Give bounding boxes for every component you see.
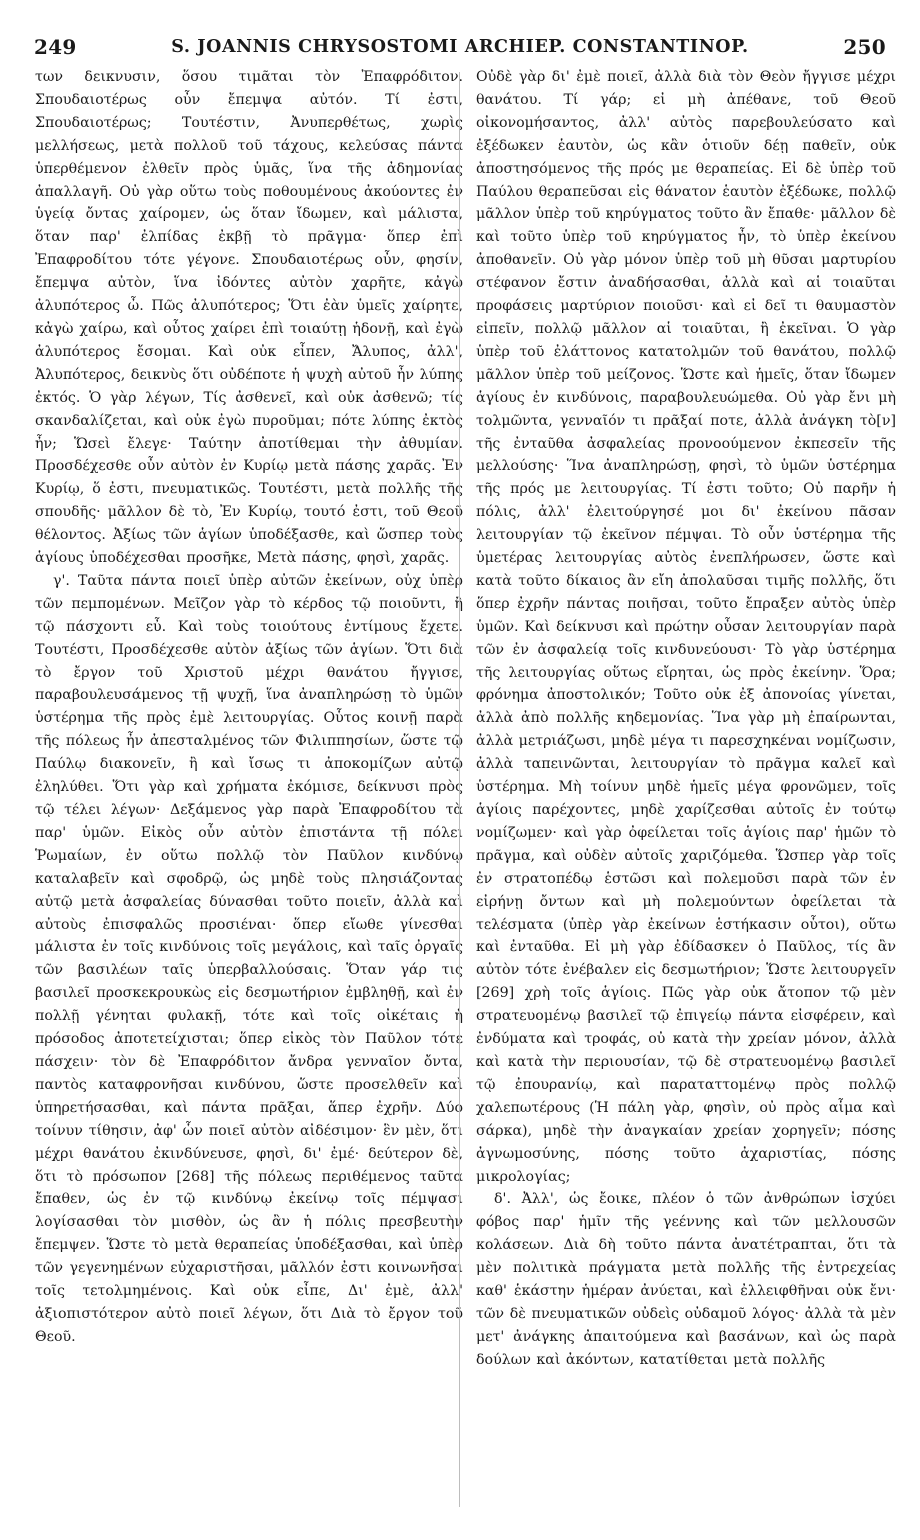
paragraph: γ'. Ταῦτα πάντα ποιεῖ ὑπὲρ αὐτῶν ἐκείνων, οὐχ ὑπὲρ τῶν πεμπομένων. Μεῖζον γὰρ τὸ κέρδος τῷ ποιοῦντι, ἢ τῷ πάσχοντι εὖ. Καὶ τοὺς τοιούτους ἐντίμους ἔχετε. Τουτέστι, Προσδέχεσθε αὐτὸν ἀξίως τῶν ἁγίων. Ὅτι διὰ τὸ ἔργον τοῦ Χριστοῦ μέχρι θανάτου ἤγγισε, παραβουλευσάμενος τῇ ψυχῇ, ἵνα ἀναπληρώσῃ τὸ ὑμῶν ὑστέρημα τῆς πρὸς ἐμὲ λειτουργίας. Οὗτος κοινῇ παρὰ τῆς πόλεως ἦν ἀπεσταλμένος τῶν Φιλιππησίων, ὥστε τῷ Παύλῳ διακονεῖν, ἢ καὶ ἴσως τι ἀποκομίζων αὐτῷ ἐληλύθει. Ὅτι γὰρ καὶ χρήματα ἐκόμισε, δείκνυσι πρὸς τῷ τέλει λέγων· Δεξάμενος γὰρ παρὰ Ἐπαφροδίτου τὰ παρ' ὑμῶν. Εἰκὸς οὖν αὐτὸν ἐπιστάντα τῇ πόλει Ῥωμαίων, ἐν οὕτω πολλῷ τὸν Παῦλον κινδύνῳ καταλαβεῖν καὶ σφοδρῷ, ὡς μηδὲ τοὺς πλησιάζοντας αὐτῷ μετὰ ἀσφαλείας δύνασθαι τοῦτο ποιεῖν, ἀλλὰ καὶ αὐτοὺς ἐπισφαλῶς προσιέναι· ὅπερ εἴωθε γίνεσθαι μάλιστα ἐν τοῖς κινδύνοις τοῖς μεγάλοις, καὶ ταῖς ὀργαῖς τῶν βασιλέων ταῖς ὑπερβαλλούσαις. Ὅταν γάρ τις βασιλεῖ προσκεκρουκὼς εἰς δεσμωτήριον ἐμβληθῇ, καὶ ἐν πολλῇ γένηται φυλακῇ, τότε καὶ τοῖς οἰκέταις ἡ πρόσοδος ἀποτετείχισται; ὅπερ εἰκὸς τὸν Παῦλον τότε πάσχειν· τὸν δὲ Ἐπαφρόδιτον ἄνδρα γενναῖον ὄντα, παντὸς καταφρονῆσαι κινδύνου, ὥστε προσελθεῖν καὶ ὑπηρετήσασθαι, καὶ πάντα πρᾶξαι, ἅπερ ἐχρῆν. Δύο τοίνυν τίθησιν, ἀφ' ὧν ποιεῖ αὐτὸν αἰδέσιμον· ἓν μὲν, ὅτι μέχρι θανάτου ἐκινδύνευσε, φησὶ, δι' ἐμέ· δεύτερον δὲ, ὅτι τὸ πρόσωπον [268] τῆς πόλεως περιθέμενος ταῦτα ἔπαθεν, ὡς ἐν τῷ κινδύνῳ ἐκείνῳ τοῖς πέμψασι λογίσασθαι τὸν μισθὸν, ὡς ἂν ἡ πόλις πρεσβευτὴν ἔπεμψεν. Ὥστε τὸ μετὰ θεραπείας ὑποδέξασθαι, καὶ ὑπὲρ τῶν γεγενημένων εὐχαριστῆσαι, μᾶλλόν ἐστι κοινωνῆσαι τοῖς τετολμημένοις. Καὶ οὐκ εἶπε, Δι' ἐμὲ, ἀλλ' ἀξιοπιστότερον αὐτὸ ποιεῖ λέγων, ὅτι Διὰ τὸ ἔργον τοῦ Θεοῦ. <box>35 572 463 1345</box>
right-column <box>476 66 896 1372</box>
column-divider <box>459 72 460 1507</box>
page-header <box>34 32 886 62</box>
paragraph: δ'. Ἀλλ', ὡς ἔοικε, πλέον ὁ τῶν ἀνθρώπων ἰσχύει φόβος παρ' ἡμῖν τῆς γεέννης καὶ τῶν μελλουσῶν κολάσεων. Διὰ δὴ τοῦτο πάντα ἀνατέτραπται, ὅτι τὰ μὲν πολιτικὰ πράγματα μετὰ πολλῆς τῆς ἐντρεχείας καθ' ἑκάστην ἡμέραν ἀνύεται, καὶ ἐλλειφθῆναι οὐκ ἔνι· τῶν δὲ πνευματικῶν οὐδεὶς οὐδαμοῦ λόγος· ἀλλὰ τὰ μὲν μετ' ἀνάγκης ἀπαιτούμενα καὶ βασάνων, καὶ ὡς παρὰ δούλων καὶ ἀκόντων, κατατίθεται μετὰ πολλῆς <box>476 1191 896 1368</box>
paragraph: Οὐδὲ γὰρ δι' ἐμὲ ποιεῖ, ἀλλὰ διὰ τὸν Θεὸν ἤγγισε μέχρι θανάτου. Τί γάρ; εἰ μὴ ἀπέθανε, τοῦ Θεοῦ οἰκονομήσαντος, ἀλλ' αὐτὸς παρεβουλεύσατο καὶ ἐξέδωκεν ἑαυτὸν, ὡς κἂν ὁτιοῦν δέῃ παθεῖν, οὐκ ἀποστησόμενος τῆς πρός με θεραπείας. Εἰ δὲ ὑπὲρ τοῦ Παύλου θεραπεῦσαι εἰς θάνατον ἑαυτὸν ἐξέδωκε, πολλῷ μᾶλλον ὑπὲρ τοῦ κηρύγματος τοῦτο ἂν ἔπαθε· μᾶλλον δὲ καὶ τοῦτο ὑπὲρ τοῦ κηρύγματος ἦν, τὸ ὑπὲρ ἐκείνου ἀποθανεῖν. Οὐ γὰρ μόνον ὑπὲρ τοῦ μὴ θῦσαι μαρτυρίου στέφανον ἔστιν ἀναδήσασθαι, ἀλλὰ καὶ αἱ τοιαῦται προφάσεις μαρτύριον ποιοῦσι· καὶ εἰ δεῖ τι θαυμαστὸν εἰπεῖν, πολλῷ μᾶλλον αἱ τοιαῦται, ἢ ἐκεῖναι. Ὁ γὰρ ὑπὲρ τοῦ ἐλάττονος κατατολμῶν τοῦ θανάτου, πολλῷ μᾶλλον ὑπὲρ τοῦ μείζονος. Ὥστε καὶ ἡμεῖς, ὅταν ἴδωμεν ἁγίους ἐν κινδύνοις, παραβουλευώμεθα. Οὐ γὰρ ἔνι μὴ τολμῶντα, γενναῖόν τι πρᾶξαί ποτε, ἀλλὰ ἀνάγκη τὸ[ν] τῆς ἐνταῦθα ἀσφαλείας προνοούμενον ἐκπεσεῖν τῆς μελλούσης· Ἵνα ἀναπληρώσῃ, φησὶ, τὸ ὑμῶν ὑστέρημα τῆς πρός με λειτουργίας. Τί ἐστι τοῦτο; Οὐ παρῆν ἡ πόλις, ἀλλ' ἐλειτούργησέ μοι δι' ἐκείνου πᾶσαν λειτουργίαν τῷ ἐκεῖνον πέμψαι. Τὸ οὖν ὑστέρημα τῆς ὑμετέρας λειτουργίας αὐτὸς ἐνεπλήρωσεν, ὥστε καὶ κατὰ τοῦτο δίκαιος ἂν εἴη ἀπολαῦσαι τιμῆς πολλῆς, ὅτι ὅπερ ἐχρῆν πάντας ποιῆσαι, τοῦτο ἔπραξεν αὐτὸς ὑπὲρ ὑμῶν. Καὶ δείκνυσι καὶ πρώτην οὖσαν λειτουργίαν παρὰ τῶν ἐν ἀσφαλείᾳ τοῖς κινδυνεύουσι· Τὸ γὰρ ὑστέρημα τῆς λειτουργίας οὕτως εἴρηται, ὡς πρὸς ἐκείνην. Ὅρα; φρόνημα ἀποστολικόν; Τοῦτο οὐκ ἐξ ἀπονοίας γίνεται, ἀλλὰ ἀπὸ πολλῆς κηδεμονίας. Ἵνα γὰρ μὴ ἐπαίρωνται, ἀλλὰ μετριάζωσι, μηδὲ μέγα τι παρεσχηκέναι νομίζωσιν, ἀλλὰ ταπεινῶνται, λειτουργίαν τὸ πρᾶγμα καλεῖ καὶ ὑστέρημα. Μὴ τοίνυν μηδὲ ἡμεῖς μέγα φρονῶμεν, τοῖς ἁγίοις παρέχοντες, μηδὲ χαρίζεσθαι αὐτοῖς ἐν τούτῳ νομίζωμεν· καὶ γὰρ ὀφείλεται τοῖς ἁγίοις παρ' ἡμῶν τὸ πρᾶγμα, καὶ οὐδὲν αὐτοῖς χαριζόμεθα. Ὥσπερ γὰρ τοῖς ἐν στρατοπέδῳ ἑστῶσι καὶ πολεμοῦσι παρὰ τῶν ἐν εἰρήνῃ ὄντων καὶ μὴ πολεμούντων ὀφείλεται τὰ τελέσματα (ὑπὲρ γὰρ ἐκείνων ἑστήκασιν οὗτοι), οὕτω καὶ ἐνταῦθα. Εἰ μὴ γὰρ ἐδίδασκεν ὁ Παῦλος, τίς ἂν αὐτὸν τότε ἐνέβαλεν εἰς δεσμωτήριον; Ὥστε λειτουργεῖν [269] χρὴ τοῖς ἁγίοις. Πῶς γὰρ οὐκ ἄτοπον τῷ μὲν στρατευομένῳ βασιλεῖ τῷ ἐπιγείῳ πάντα εἰσφέρειν, καὶ ἐνδύματα καὶ τροφάς, οὐ κατὰ τὴν χρείαν μόνον, ἀλλὰ καὶ κατὰ τὴν περιουσίαν, τῷ δὲ στρατευομένῳ βασιλεῖ τῷ ἐπουρανίῳ, καὶ παραταττομένῳ πρὸς πολλῷ χαλεπωτέρους (Ἡ πάλη γὰρ, φησὶν, οὐ πρὸς αἷμα καὶ σάρκα), μηδὲ τὴν ἀναγκαίαν χρείαν χορηγεῖν; πόσης ἀγνωμοσύνης, πόσης τοῦτο ἀχαριστίας, πόσης μικρολογίας; <box>476 69 896 1185</box>
left-page-number: 249 <box>34 35 77 59</box>
left-column <box>35 66 463 1349</box>
right-page-number: 250 <box>843 35 886 59</box>
running-title: S. JOANNIS CHRYSOSTOMI ARCHIEP. CONSTANTINOP. <box>171 37 749 57</box>
paragraph: των δεικνυσιν, ὅσου τιμᾶται τὸν Ἐπαφρόδιτον. Σπουδαιοτέρως οὖν ἔπεμψα αὐτόν. Τί ἐστι, Σπουδαιοτέρως; Τουτέστιν, Ἀνυπερθέτως, χωρὶς μελλήσεως, μετὰ πολλοῦ τοῦ τάχους, κελεύσας πάντα ὑπερθέμενον ἐλθεῖν πρὸς ὑμᾶς, ἵνα τῆς ἀδημονίας ἀπαλλαγῆ. Οὐ γὰρ οὕτω τοὺς ποθουμένους ἀκούοντες ἐν ὑγείᾳ ὄντας χαίρομεν, ὡς ὅταν ἴδωμεν, καὶ μάλιστα, ὅταν παρ' ἐλπίδας ἐκβῇ τὸ πρᾶγμα· ὅπερ ἐπὶ Ἐπαφροδίτου τότε γέγονε. Σπουδαιοτέρως οὖν, φησίν, ἔπεμψα αὐτὸν, ἵνα ἰδόντες αὐτὸν χαρῆτε, κἀγὼ ἀλυπότερος ὦ. Πῶς ἀλυπότερος; Ὅτι ἐὰν ὑμεῖς χαίρητε, κἀγὼ χαίρω, καὶ οὗτος χαίρει ἐπὶ τοιαύτῃ ἡδονῇ, καὶ ἐγὼ ἀλυπότερος ἔσομαι. Καὶ οὐκ εἶπεν, Ἄλυπος, ἀλλ', Ἀλυπότερος, δεικνὺς ὅτι οὐδέποτε ἡ ψυχὴ αὐτοῦ ἦν λύπης ἐκτός. Ὁ γὰρ λέγων, Τίς ἀσθενεῖ, καὶ οὐκ ἀσθενῶ; τίς σκανδαλίζεται, καὶ οὐκ ἐγὼ πυροῦμαι; πότε λύπης ἐκτὸς ἦν; Ὥσεὶ ἔλεγε· Ταύτην ἀποτίθεμαι τὴν ἀθυμίαν. Προσδέχεσθε οὖν αὐτὸν ἐν Κυρίῳ μετὰ πάσης χαρᾶς. Ἐν Κυρίῳ, ὅ ἐστι, πνευματικῶς. Τουτέστι, μετὰ πολλῆς τῆς σπουδῆς· μᾶλλον δὲ τὸ, Ἐν Κυρίῳ, τουτό ἐστι, τοῦ Θεοῦ θέλοντος. Ἀξίως τῶν ἁγίων ὑποδέξασθε, καὶ ὥσπερ τοὺς ἁγίους ὑποδέχεσθαι προσῆκε, Μετὰ πάσης, φησὶ, χαρᾶς. <box>35 69 463 567</box>
